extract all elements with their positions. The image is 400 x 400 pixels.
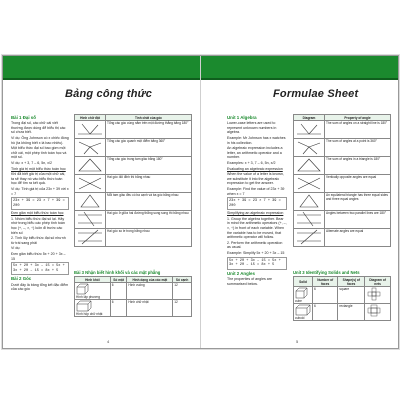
net-diagram [365,304,391,321]
solid-name: Hình lập phương [76,295,101,299]
equilateral-triangle-figure [75,193,106,211]
table-row [75,193,192,211]
left-angles-table [74,114,192,247]
cube-icon [295,287,309,299]
left-paragraph: Ví dụ: x + 3, 7 – 6, 5n, x/2 [11,160,53,165]
table-cell: Hai góc ở giữa hai đường thẳng song song thì bằng nhau [106,211,192,229]
left-solids-table [74,276,192,317]
right-page-number: 5 [296,339,299,344]
table-cell: Hai góc đối đỉnh thì bằng nhau [106,175,192,193]
right-example-box: 23x + 39 = 23 × 7 + 39 = 200 [227,197,287,210]
table-cell: 12 [173,283,192,300]
right-page-title: Formulae Sheet [273,88,359,100]
table-header: Hình chữ đặt [75,115,106,121]
left-paragraph: Khi đã biết giá trị của một chữ cái, ta sẽ thay nó vào biểu thức toán học để tìm ra kết quả. [11,172,66,186]
table-cell [294,304,313,321]
table-header: Hình dạng của các mặt [127,277,173,283]
equilateral-triangle-figure [294,193,325,211]
right-subheading: Evaluating an algebraic expression [227,166,283,171]
book-spread [2,55,399,349]
table-header: Diagram of nets [365,277,391,287]
right-solids-section [293,270,391,321]
table-row [75,300,192,317]
parallel-lines-figure [75,211,106,229]
left-paragraph: Ví dụ: Ông Johnson có x chiếc đồng hồ (ta không biết x là bao nhiêu). [11,135,69,145]
left-angles-table-wrap [74,114,192,247]
solid-name: cuboid [295,316,305,320]
left-solids-section [74,270,192,317]
right-heading-unit1: Unit 1 Algebra [227,115,257,120]
left-page [3,56,200,348]
right-solids-table [293,276,391,321]
alternate-angles-figure [75,229,106,247]
left-paragraph: 1. Nhóm biểu thức đại số lại. Hãy nhớ trong biểu các phép tính toán học (+, –, ×, ÷) luôn đi trước các biến số [11,216,65,235]
left-paragraph: Đơn giản biểu thức 5x + 20 + 3x – 15 [11,252,66,261]
cuboid-net-icon [366,304,384,320]
table-header: Số cạnh [173,277,192,283]
cuboid-icon [76,300,92,312]
table-row [294,229,391,247]
right-paragraph: Example: Find the value of 23x + 39 when x = 7 [227,186,285,196]
table-row [75,175,192,193]
parallel-lines-figure [294,211,325,229]
table-cell: 6 [110,283,127,300]
table-row [75,211,192,229]
angles-at-point-figure [75,139,106,157]
table-cell: 6 [313,287,338,304]
table-cell [75,300,111,317]
left-paragraph: Một biểu thức đại số bao gồm một chữ cái, một phép tính toán học và một số. [11,146,67,160]
left-paragraph: Ví dụ: [11,246,21,251]
triangle-figure [75,157,106,175]
table-cell: rectangle [338,304,365,321]
table-row [294,121,391,139]
table-cell: square [338,287,365,304]
table-cell: 12 [173,300,192,317]
cuboid-icon [295,304,311,316]
table-row [294,175,391,193]
vertical-angles-figure [294,175,325,193]
left-paragraph: Dưới đây là bảng tổng kết đặc điểm của các góc [11,282,69,292]
table-header: Solid [294,277,313,287]
angles-at-point-figure [294,139,325,157]
right-paragraph: Lower-case letters are used to represent unknown numbers in algebra. [227,121,277,135]
table-cell [75,283,111,300]
table-header: Property of angle [325,115,391,121]
right-paragraph: 2. Perform the arithmetic operation as usual. [227,240,283,250]
right-paragraph: Example: Simplify 5x + 20 + 3x – 15 [227,251,285,256]
straight-line-angles-figure [75,121,106,139]
table-header: Hình khối [75,277,111,283]
right-example-box: 5x + 20 + 3x – 15 = 5x + 3x + 20 – 15 = 8x + 5 [227,257,287,270]
right-paragraph: Examples: x + 3, 7 – 6, 5n, x/2 [227,160,276,165]
right-solids-heading: Unit 3 Identifying Solids and Nets [293,270,360,275]
table-cell: Hình vuông [127,283,173,300]
left-heading-bai1: Bài 1 Đại số [11,115,36,120]
table-row [294,193,391,211]
table-cell: 6 [110,300,127,317]
right-paragraph: The properties of angles are summarised below. [227,277,272,286]
table-header: Shape(s) of faces [338,277,365,287]
table-header: Diagram [294,115,325,121]
table-cell: Alternate angles are equal [325,229,391,247]
left-paragraph: 2. Tính lũy biểu thức đại số nhưnh từ trái sang phải [11,236,66,245]
right-heading-unit2: Unit 2 Angles [227,270,255,276]
right-paragraph: When the value of a letter is known, we substitute it into the algebraic expression to get the answer. [227,172,284,186]
right-paragraph: 1. Group the algebra together. Bear in mind the arithmetic operators (+, –, ×, ÷) in front of each variable. When the variable has to be moved, that arithmetic operator will follow. [227,216,287,240]
left-page-title: Bảng công thức [65,88,153,100]
left-example-box: 23x + 39 = 23 × 7 + 39 = 200 [11,197,69,210]
table-row [294,287,391,304]
table-row [75,139,192,157]
left-text-column [11,114,69,293]
left-paragraph: Ví dụ: Tính giá trị của 23x + 39 với x = 7 [11,186,69,196]
right-text-column [227,114,287,287]
table-cell: The sum of angles in a triangle is 180° [325,157,391,175]
right-angles-table [293,114,391,247]
table-header: Number of faces [313,277,338,287]
net-diagram [365,287,391,304]
left-subheading: Đơn giản một biểu thức toán học [11,211,64,216]
triangle-figure [294,157,325,175]
right-page [201,56,398,348]
table-row [75,283,192,300]
table-cell: Hình chữ nhật [127,300,173,317]
table-cell: Mỗi tam giác đều có ba cạnh và ba góc bằng nhau [106,193,192,211]
table-cell: Tổng các góc cùng nằm trên một đường thẳng bằng 180° [106,121,192,139]
left-heading-bai2: Bài 2 Góc [11,276,32,282]
solid-name: Hình hộp chữ nhật [76,312,103,316]
table-row [75,121,192,139]
table-cell: Tổng các góc trong tam giác bằng 180° [106,157,192,175]
table-cell: An equilateral triangle has three equal sides and three equal angles [325,193,391,211]
table-row [294,304,391,321]
right-angles-table-wrap [293,114,391,247]
left-example-box: 5x + 20 + 3x – 15 = 5x + 3x + 20 – 15 = 8x + 5 [11,262,69,275]
table-row [294,139,391,157]
right-paragraph: An algebraic expression includes a letter, an arithmetic operator and a number. [227,146,283,160]
table-cell: The sum of angles at a point is 360° [325,139,391,157]
table-header: Số mặt [110,277,127,283]
right-paragraph: Example: Mr Johnson has x watches in his collection. [227,135,286,145]
right-subheading: Simplifying an algebraic expression [227,211,284,216]
table-cell: Vertically opposite angles are equal [325,175,391,193]
cube-net-icon [366,287,384,303]
table-header: Tính chất của góc [106,115,192,121]
cube-icon [76,283,90,295]
table-cell: Angles between two parallel lines are 180° [325,211,391,229]
table-cell: The sum of angles on a straight line is 180° [325,121,391,139]
table-cell [294,287,313,304]
straight-line-angles-figure [294,121,325,139]
table-row [75,157,192,175]
table-row [294,157,391,175]
table-row [75,229,192,247]
alternate-angles-figure [294,229,325,247]
solid-name: cube [295,299,302,303]
table-cell: 6 [313,304,338,321]
vertical-angles-figure [75,175,106,193]
table-row [294,211,391,229]
left-solids-heading: Bài 3 Nhận biết hình khối và các mặt phẳng [74,270,161,275]
table-cell: Hai góc so le trong bằng nhau [106,229,192,247]
left-subheading: Tính giá trị một biểu thức toán học [11,166,66,171]
left-paragraph: Trong đại số, các chữ cái viết thường được dùng để biểu thị các số chưa biết. [11,121,66,135]
left-page-number: 4 [107,339,110,344]
table-cell: Tổng các góc quanh một điểm bằng 360° [106,139,192,157]
